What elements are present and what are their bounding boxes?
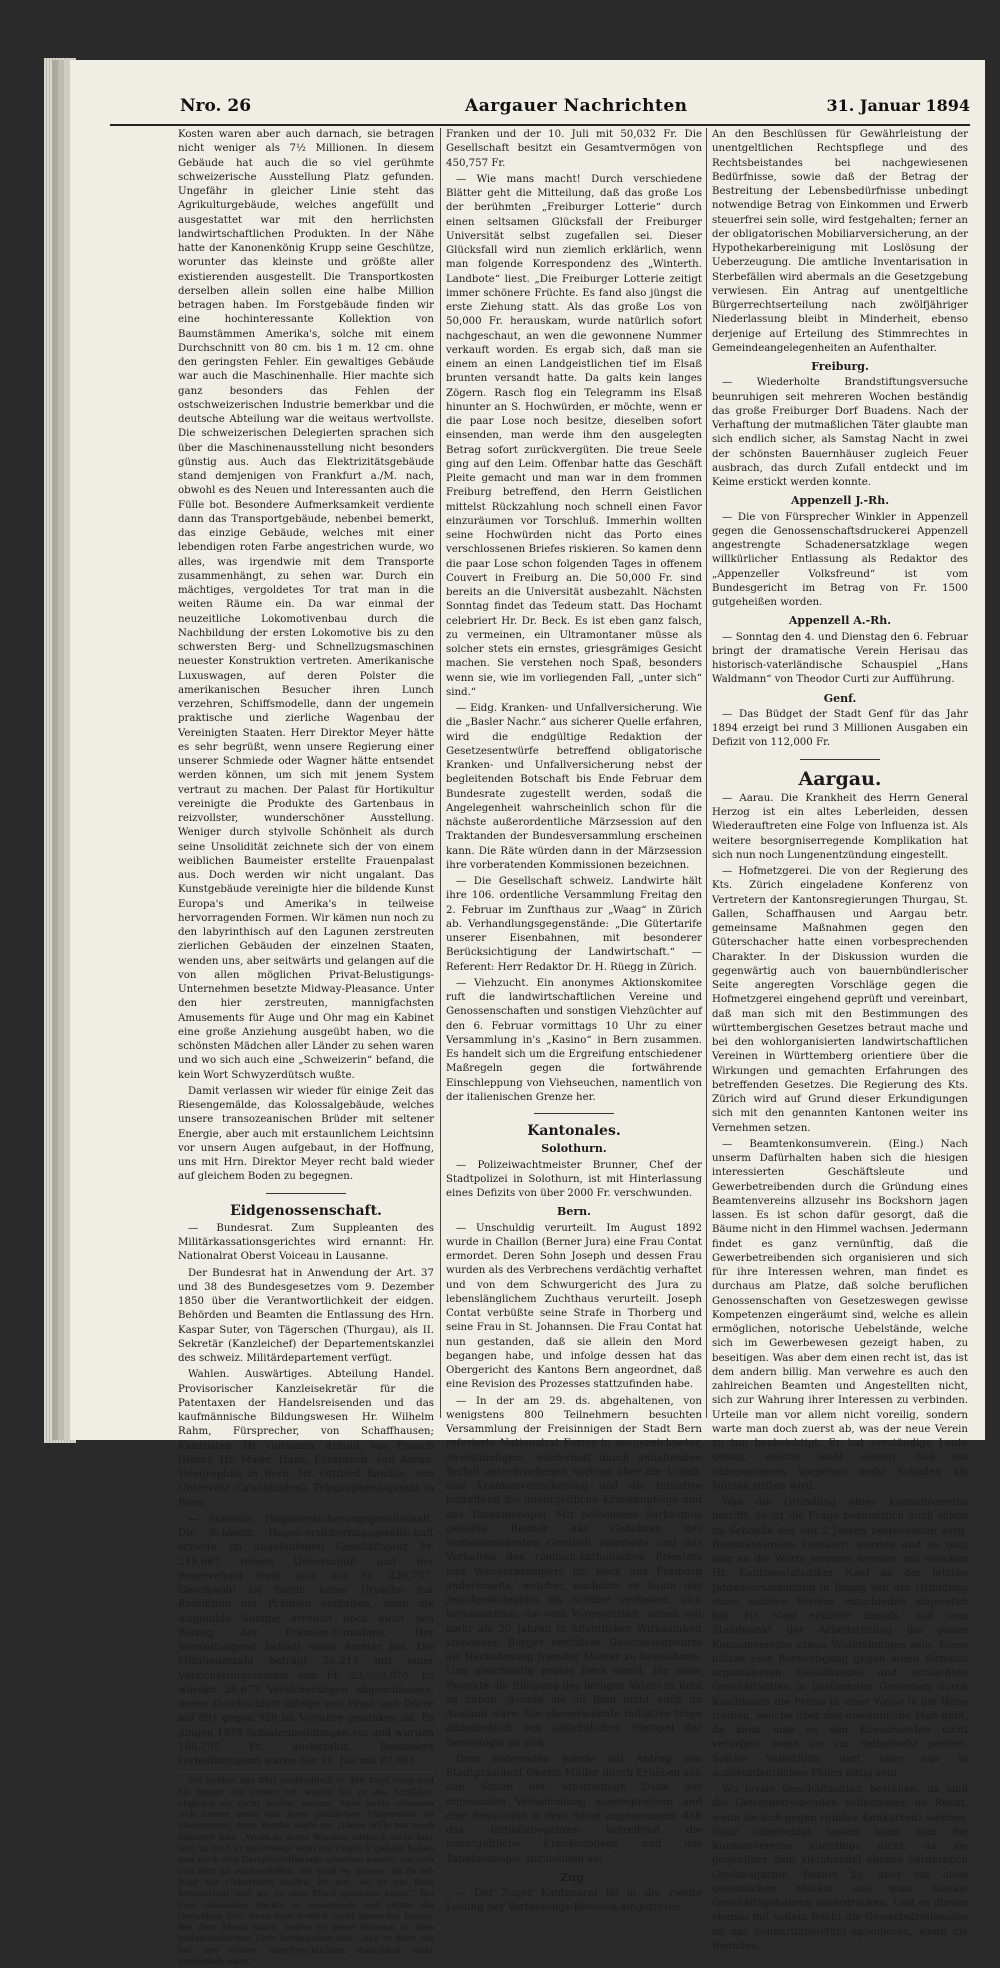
masthead-title: Aargauer Nachrichten <box>465 96 688 116</box>
article-paragraph: — Wiederholte Brandstiftungsversuche beunruhigen seit mehreren Wochen beständig das große Freiburger Dorf Buadens. Nach der Verhaftung der mutmaßlichen Täter glaubte man sich endlich sicher, als Samstag Nacht in zwei der schönsten Bauernhäuser zugleich Feuer ausbrach, das durch Zufall entdeckt und im Keime erstickt werden konnte. <box>712 377 968 488</box>
article-paragraph: Wahlen. Auswärtiges. Abteilung Handel. Provisorischer Kanzleisekretär für die Patentaxen der Handelsreisenden und das kaufmännische Bildungswesen Hr. Wilhelm Rahm, Fürsprecher, von Schaffhausen; Kanzlisten: Hr. Gutmann, Arnold, von Epsach (Bern); Hr. Maier, Hans, Fürsprech, von Aarau. Telegraphist in Bern: Hr. Ottfried Bandlin, von Untervatz (Graubünden), Telegraphenaspirant in Bern. <box>178 1369 434 1509</box>
article-paragraph: An den Beschlüssen für Gewährleistung der unentgeltlichen Rechtspflege und des Rechtsbeistandes bei nachgewiesenen Bedürfnisse, sowie daß der Betrag der Bestreitung der Lebensbedürfnisse unbedingt notwendige Betrag von Einkommen und Erwerb steuerfrei sein solle, wird festgehalten; ferner an der obligatorischen Mobiliarversicherung, an der Hypothekarbereinigung mit Loslösung der Ueberzeugung. Die amtliche Inventarisation in Sterbefällen wird abermals an die Gesetzgebung verwiesen. Ein Antrag auf unentgeltliche Bürgerrechtserteilung nach zwölfjähriger Niederlassung bleibt in Minderheit, ebenso derjenige auf Erteilung des Stimmrechtes in Gemeindeangelegenheiten an Aufenthalter. <box>712 129 968 354</box>
article-paragraph: Der Bundesrat hat in Anwendung der Art. 37 und 38 des Bundesgesetzes vom 9. Dezember 1850 über die Verantwortlichkeit der eidgen. Behörden und Beamten die Entlassung des Hrn. Kaspar Suter, von Tägerschen (Thurgau), als II. Sekretär (Kanzleichef) der Departementskanzlei des schweiz. Militärdepartement verfügt. <box>178 1267 434 1364</box>
subsection-heading: Appenzell A.-Rh. <box>788 614 892 628</box>
column-2 <box>446 128 702 1914</box>
subsection-heading: Zug. <box>560 1870 588 1884</box>
article-paragraph: — In der am 29. ds. abgehaltenen, von wenigstens 800 Teilnehmern besuchten Versammlung der Freisinnigen der Stadt Bern referierte Nationalrat Forrer in ausgezeichneter, zweistündigem, wiederholt durch anhaltenden Beifall unterbrochenen Vortrag über die Unfall- und Krankenversicherung und die Initiative betreffend die unentgeltliche Krankenpflege und das Tabakmonopol. Mit beißendem Sarkasmus geißelte Redner das Gebahren des Sozialdemokraten Greulich einerseits und das Verhalten des römisch-katholischen Priesters und Wanderpredigers Dr. Beck aus Freiburg andererseits, welcher, nachdem er kaum das Jesuitenkollegium als Schüler verlassen, sich herausnehme, die vom Vorgesetzten, denen seit mehr als 20 Jahren in öffentlicher Wirksamkeit stehenden Bürger verfaßten Gesetzesentwürfe als Nachahmung fremder Muster zu bezeichnen. Und gleichzeitig prahle Beck damit, für seine Projekte die Billigung des heiligen Vaters in Rom zu haben, gerade als ob Rom nicht auch im Ausland wäre. Die obenerwähnte Initiative trage allzudeutlich den absichtlichen Stempel der Demagogie an sich. <box>446 1395 702 1749</box>
article-paragraph: Was die Gründung eines Konsumvereins betrifft, so ist die Frage bekanntlich auch schon im Schooße des seit 2 Jahren bestehenden aarg. Beamtenvereins ventiliert worden und es mag hier an die Worte erinnert werden, mit welchen Hr. Kantonsstatistiker Naef an der letzten Jahresversammlung in Brugg von der Gründung eines solchen Vereins entschieden abgeraten hat. Hr. Naef erklärte damals, daß vom Standpunkt der Arbeitsteilung die ganze Konsumvereine etwas Widersinniges sein. Diese hätten eine Berechtigung gegen einen förmlich organisierten Detailhandel und schlechten Geschäftsfitten in bestimmten Gewerben durch Koalitionen die Preise in einer Weise in die Höhe treiben, welche über das gewöhnliche Maß geht, da kann man es den Konsumenten nicht verargen, wenn sie zur Selbstwehr greifen. Solche Selbsthilfe darf aber nur in außerordentlichen Fällen nötig sein. <box>712 1497 968 1779</box>
article-paragraph: — Aarau. Die Krankheit des Herrn General Herzog ist ein altes Leberleiden, dessen Wiederauftreten eine Folge von Influenza ist. Als weitere besorgniserregende Komplikation hat sich nun noch Lungenentzündung eingestellt. <box>712 792 968 861</box>
article-paragraph: — Das Büdget der Stadt Genf für das Jahr 1894 erzeigt bei rund 3 Millionen Ausgaben ein Defizit von 112,000 Fr. <box>712 708 968 749</box>
subsection-heading: Genf. <box>823 691 857 705</box>
subsection-heading: Freiburg. <box>811 360 869 373</box>
issue-number: Nro. 26 <box>180 96 252 116</box>
article-paragraph: — Wie mans macht! Durch verschiedene Blätter geht die Mitteilung, daß das große Los der berühmten „Freiburger Lotterie“ durch einen seltsamen Glücksfall der Freiburger Universität selbst zugefallen sei. Dieser Glücksfall wird nun ziemlich erklärlich, wenn man folgende Korrespondenz des „Winterth. Landbote“ liest. „Die Freiburger Lotterie zeitigt immer schönere Früchte. Es fand also jüngst die erste Ziehung statt. Als das große Los von 50,000 Fr. herauskam, wurde natürlich sofort nachgeschaut, an wen die gewonnene Nummer verkauft worden. Es ergab sich, daß man sie einem an einen Landgeistlichen tief im Elsaß brunten versandt hatte. Da galts kein langes Zögern. Rasch flog ein Telegramm ins Elsaß hinunter an S. Hochwürden, er möchte, wenn er die paar Lose noch besitze, dieselben sofort einsenden, man werde ihm den ausgelegten Betrag sofort zurückvergüten. Die treue Seele ging auf den Leim. Offenbar hatte das Geschäft Pleite gemacht und man war in dem frommen Freiburg betreffend, den Herrn Geistlichen mittelst Rückzahlung noch schnell einen Favor einzuräumen vor Torschluß. Immerhin wollten seine Hochwürden nicht das Porto eines verschlossenen Briefes riskieren. So kamen denn die paar Lose schon folgenden Tages in offenem Couvert in Freiburg an. Die 50,000 Fr. sind bereits an die Universität ausbezahlt. Nächsten Sonntag findet das Tedeum statt. Das Hochamt celebriert Hr. Dr. Beck. Es ist eben ganz falsch, zu vermeinen, ein Ultramontaner müsse als solcher stets ein ernstes, griesgrämiges Gesicht machen. Sie verstehen noch Spaß, besonders wenn sie, wie im vorliegenden Fall, „unter sich“ sind.“ <box>446 173 702 698</box>
article-paragraph: — Polizeiwachtmeister Brunner, Chef der Stadtpolizei in Solothurn, ist mit Hinterlassung eines Defizits von über 2000 Fr. verschwunden. <box>446 1159 702 1199</box>
column-rule <box>706 128 707 1418</box>
section-heading: Kantonales. <box>527 1123 621 1139</box>
column-3 <box>712 128 968 1952</box>
subsection-heading: Bern. <box>557 1205 591 1219</box>
column-1 <box>178 128 434 1967</box>
article-paragraph: — Viehzucht. Ein anonymes Aktionskomitee ruft die landwirtschaftlichen Vereine und Genossenschaften und sonstigen Viehzüchter auf den 6. Februar vormittags 10 Uhr zu einer Versammlung in's „Kasino“ in Bern zusammen. Es handelt sich um die Ergreifung entschiedener Maßregeln gegen die fortwährende Einschleppung von Viehseuchen, namentlich von der italienischen Grenze her. <box>446 977 702 1103</box>
article-paragraph: — Hofmetzgerei. Die von der Regierung des Kts. Zürich eingeladene Konferenz von Vertretern der Kantonsregierungen Thurgau, St. Gallen, Schaffhausen und Aargau betr. gemeinsame Maßnahmen gegen den Güterschacher hatte einen vorbesprechenden Charakter. In der Diskussion wurden die gegenwärtig auch von bauernbündlerischer Seite angeregten Vorschläge gegen die Hofmetzgerei eingehend geprüft und vereinbart, daß man sich mit den Bestimmungen des württembergischen Gesetzes betraut mache und bei den wohlorganisierten landwirtschaftlichen Vereinen in Württemberg orientiere über die Wirkungen und gemachten Erfahrungen des betreffenden Gesetzes. Die Regierung des Kts. Zürich wird auf Grund dieser Erkundigungen sich mit den genannten Kantonen weiter ins Vernehmen setzen. <box>712 866 968 1134</box>
subsection-heading: Appenzell J.-Rh. <box>790 494 890 508</box>
article-paragraph: — Beamtenkonsumverein. (Eing.) Nach unserm Dafürhalten haben sich die hiesigen interessierten Geschäftsleute und Gewerbetreibenden durch die Gründung eines Beamtenvereins allzusehr ins Bockshorn jagen lassen. Es ist schon dafür gesorgt, daß die Bäume nicht in den Himmel wachsen. Jedermann findet es ganz vernünftig, daß die Gewerbetreibenden sich organisieren und sich für ihre Interessen wehren, man findet es durchaus am Platze, daß solche beruflichen Genossenschaften von Gesetzeswegen gewisse Kompetenzen eingeräumt sind, welche es allein ermöglichen, notorische Uebelstände, welche sich im Gewerbewesen gezeigt haben, zu beseitigen. Was aber dem einen recht ist, das ist dem andern billig. Man verwehre es auch den zahlreichen Beamten und Angestellten nicht, sich zur Wahrung ihrer Interessen zu verbinden. Urteile man vor allem nicht voreilig, sondern warte man doch zuerst ab, was der neue Verein zu tun beabsichtigt. Er hat verständige Leute genug, welche wohl wissen, daß ein unbesonnenes Vorgehen mehr Schaden als Nutzen stiften wird. <box>712 1138 968 1492</box>
feuilleton-rule <box>178 1772 434 1773</box>
section-divider <box>534 1113 614 1114</box>
issue-date: 31. Januar 1894 <box>826 96 970 115</box>
article-paragraph: Kosten waren aber auch darnach, sie betragen nicht weniger als 7½ Millionen. In diesem Gebäude hat auch die so viel gerühmte schweizerische Ausstellung Platz gefunden. Ungefähr in gleicher Linie steht das Agrikulturgebäude, welches angefüllt und ausgestattet war mit den herrlichsten landwirtschaftlichen Produkten. In der Nähe hatte der Kanonenkönig Krupp seine Geschütze, worunter das kleinste und größte aller existierenden ausgestellt. Die Transportkosten derselben allein sollen eine halbe Million betragen haben. Im Forstgebäude finden wir eine hochinteressante Kollektion von Baumstämmen Amerika's, solche mit einem Durchschnitt von 80 cm. bis 1 m. 12 cm. ohne den geringsten Fehler. Ein gewaltiges Gebäude war auch die Maschinenhalle. Hier machte sich ganz besonders das Fehlen der ostschweizerischen Industrie bemerkbar und die deutsche Abteilung war die weitaus wertvollste. Die schweizerischen Delegierten sprachen sich über die Maschinenausstellung nicht besonders günstig aus. Auch das Elektrizitätsgebäude stand demjenigen von Frankfurt a./M. nach, obwohl es des Neuen und Interessanten auch die Fülle bot. Besondere Aufmerksamkeit verdiente dann das Transportgebäude, nebenbei bemerkt, das einzige Gebäude, welches mit einer lebendigen roten Farbe angestrichen wurde, wo alles, was irgendwie mit dem Transporte zusammenhängt, zu sehen war. Durch ein mächtiges, vergoldetes Tor trat man in die weiten Räume ein. Da war einmal der neuzeitliche Lokomotivenbau durch die Nachbildung der ersten Lokomotive bis zu den schwersten Berg- und Schnellzugsmaschinen neuester Konstruktion vertreten. Amerikanische Luxuswagen, auf deren Polster die amerikanischen Besucher ihren Lunch verzehren, Schiffsmodelle, dann der ungemein praktische und zierliche Wagenbau der Vereinigten Staaten. Herr Direktor Meyer hätte es sehr begrüßt, wenn unsere Regierung einer unserer Schmiede oder Wagner hätte entsendet werden können, um sich mit jenem System vertraut zu machen. Der Palast für Hortikultur vereinigte die Produkte des Gartenbaus in reizvollster, wunderschöner Ausstellung. Weniger durch stylvolle Schönheit als durch seine Unsolidität zeichnete sich der von einem weiblichen Baumeister erstellte Frauenpalast aus. Doch werden wir nicht ungalant. Das Kunstgebäude vereinigte hier die bildende Kunst Europa's und Amerika's in teilweise hervorragenden Formen. Wir kämen nun noch zu den labyrinthisch auf den Lagunen zerstreuten zierlichen Gebäuden der einzelnen Staaten, wenden uns, aber seitwärts und gelangen auf die von allen möglichen Privat-Belustigungs-Unternehmen besetzte Midway-Pleasance. Unter den hier zerstreuten, mannigfachsten Amusements für Auge und Ohr mag ein Kabinet eine große Anziehung ausgeübt haben, wo die schönsten Mädchen aller Länder zu sehen waren und wo sich auch eine „Schweizerin“ befand, die kein Wort Schwyzerdütsch wußte. <box>178 129 434 1081</box>
article-paragraph: — Sonntag den 4. und Dienstag den 6. Februar bringt der dramatische Verein Herisau das historisch-vaterländische Schauspiel „Hans Waldmann“ von Theodor Curti zur Aufführung. <box>712 631 968 686</box>
feuilleton-text: der beiden das Blut siedendheiß in den Kopf stieg und bis hinter die Ohren rot wurde bis in die Schläfen, obgleich sie nicht wußte, warum. Aber beide schienen sich immer mehr von ihrer gänzlichen Unkenntnis zu überzeugen, denn Bertha sagte zu: „Liebe Wille nur noch düsterer fort: „Wenn er Ihres Wissens wirklich nicht hier war, so muß er unterwegs wohl ein Unglück gehabt haben und noch den Dampfschiffanlage gesehen haben, um sich von dort ab einzuschiffen. Ich muß es wissen, ob da ein Boot zur Ueberfahrt müßte, ist nur, wo er ein Boot hergekriegt und wo er sein Pferd gelassen hätte.“ Bei dem Gedanken zuckte er zusammen und setzte die Gedanken fort, denn man freilich nicht bewerten lassen. Bei dem Mann hinzu, indem er seine Stimme zu dem melancholischen Tiefe herabsinken ließ, „daß er über, die bei uns Gottes unerforschlichem Ratschluß nicht unmöglich wäre.“ <box>178 1776 434 1967</box>
article-paragraph: Franken und der 10. Juli mit 50,032 Fr. Die Gesellschaft besitzt ein Gesamtvermögen von 450,757 Fr. <box>446 129 702 169</box>
page-header <box>110 94 970 126</box>
article-paragraph: — Der Zuger Kantonsrat ist in die zweite Lesung der Verfassungs-Revision eingetreten. <box>446 1888 702 1914</box>
article-paragraph: Dem Referenten wurde auf Antrag von Stadtpräsident Oberst Müller durch Erheben von den Sitzen der einstimmige Dank der imposanten Versammlung ausgesprochen und eine Resolution in dem Sinne angenommen, daß das Initiativbegehren betreffend die unentgeltliche Krankenpflege und das Tabakmonopol abzulehnen sei. <box>446 1753 702 1865</box>
article-paragraph: — Unschuldig verurteilt. Im August 1892 wurde in Chaillon (Berner Jura) eine Frau Contat ermordet. Deren Sohn Joseph und dessen Frau wurden als des Verbrechens verdächtig verhaftet und von dem Schwurgericht des Jura zu lebenslänglichem Zuchthaus verurteilt. Joseph Contat verbüßte seine Strafe in Thorberg und seine Frau in St. Johannsen. Die Frau Contat hat nun gestanden, daß sie allein den Mord begangen habe, und infolge dessen hat das Obergericht des Kantons Bern angeordnet, daß eine Revision des Prozesses stattzufinden habe. <box>446 1222 702 1391</box>
article-paragraph: — Schweiz. Hagelversicherungsgesellschaft. Die Schweiz. Hagelversicherungsgesellschaft erzielte im abgelaufenen Geschäftsjahr Fr. 219,687 reinen Ueberschuß und der Reservefond stellt sich auf Fr. 420,757. Gleichwohl ist hierin keine Ursache zur Reduktion der Prämien enthalten, denn die disponible Summe erreicht noch nicht den Betrag der Prämien-Einnahme. Der Verwaltungsrat behielt seine Aemter bei. Die Mitgliederzahl beträgt 26,215 mit einer Versicherungssumme von Fr. 23,303,070. Es wurden 26,673 Versicherungen abgeschlossen, deren Durchschnitt infolge von Frost und Dürre auf 891 gegen 928 im Vorjahre gesunken ist. Es gingen 1579 Schadenmeldungen ein und wurden 166,795 Fr. ausbezahlt. Besonders verlustbringend waren der 11. Juli mit 67,091 <box>178 1513 434 1767</box>
article-paragraph: — Eidg. Kranken- und Unfallversicherung. Wie die „Basler Nachr.“ aus sicherer Quelle erfahren, wird die endgültige Redaktion der Gesetzesentwürfe betreffend obligatorische Kranken- und Unfallversicherung nebst der begleitenden Botschaft bis Ende Februar dem Bundesrate zugestellt werden, sodaß die Angelegenheit wahrscheinlich schon für die nächste außerordentliche Märzsession auf den Traktanden der Bundesversammlung erscheinen kann. Die Räte würden dann in der Märzsession ihre vorberatenden Kommissionen bezeichnen. <box>446 703 702 871</box>
section-divider <box>266 1193 346 1194</box>
section-heading: Aargau. <box>798 767 882 790</box>
section-heading: Eidgenossenschaft. <box>230 1202 382 1219</box>
column-rule <box>440 128 441 1418</box>
subsection-heading: Solothurn. <box>541 1142 607 1156</box>
article-paragraph: — Die Gesellschaft schweiz. Landwirte hält ihre 106. ordentliche Versammlung Freitag den 2. Februar im Zunfthaus zur „Waag“ in Zürich ab. Verhandlungsgegenstände: „Die Gütertarife unserer Eisenbahnen, mit besonderer Berücksichtigung der Landwirtschaft.“ — Referent: Herr Redaktor Dr. H. Rüegg in Zürich. <box>446 876 702 973</box>
article-paragraph: Damit verlassen wir wieder für einige Zeit das Riesengemälde, das Kolossalgebäude, welches unsere transozeanischen Brüder mit seltener Energie, aber auch mit erstaunlichem Leichtsinn vor unsern Augen aufgebaut, in der Hoffnung, uns mit Hrn. Direktor Meyer recht bald wieder auf gleichem Boden zu begegnen. <box>178 1085 434 1183</box>
article-paragraph: — Bundesrat. Zum Suppleanten des Militärkassationsgerichtes wird ernannt: Hr. Nationalrat Oberst Voiceau in Lausanne. <box>178 1222 434 1263</box>
section-divider <box>800 759 880 760</box>
article-paragraph: — Die von Fürsprecher Winkler in Appenzell gegen die Genossenschaftsdruckerei Appenzell angestrengte Schadenersatzklage wegen willkürlicher Entlassung als Redaktor des „Appenzeller Volksfreund“ ist vom Bundesgericht im Betrag von Fr. 1500 gutgeheißen worden. <box>712 511 968 608</box>
article-paragraph: Wo loyale Geschäftssitten bestehen, da sind die Gewerbetreibenden vollkommen im Recht, wenn sie sich gegen ruinöse Konkurrenz wehren. Ganz unbehelligt lassen kann man die Konsumvereine allerdings nicht, da sie gegenüber dem kleinhandel ebenso verderblich Großmagazine, Bazars 2c; aber mit allen gesetzlichen Mitteln soll man illoyale Geschäftsgebahren unterdrücken. Und es dürfen ebenso mit vollem Recht die Gewerbetreibenden an das Solidaritätsgefühl appellieren, wenn die Beamten, <box>712 1784 968 1952</box>
